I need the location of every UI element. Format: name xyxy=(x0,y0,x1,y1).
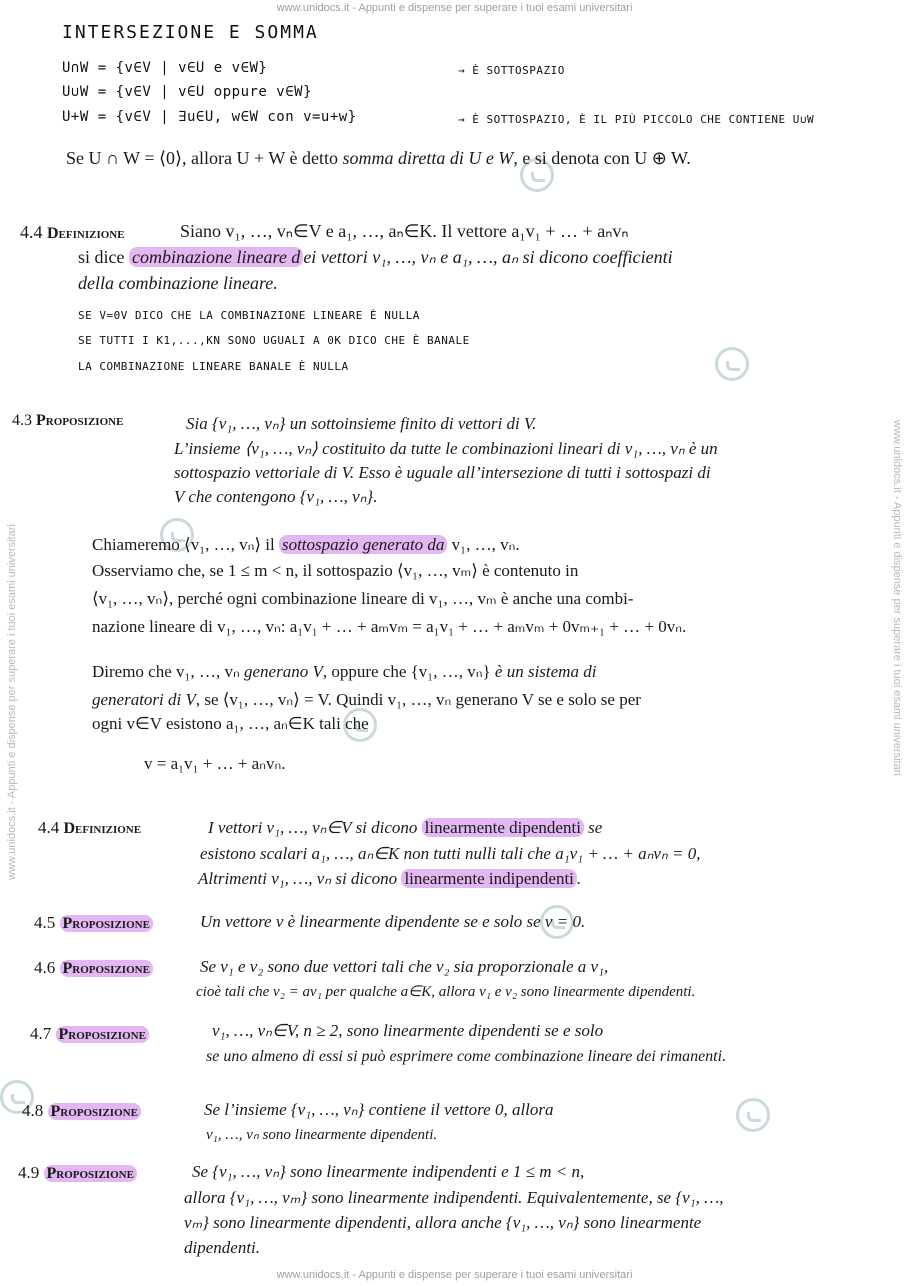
def-4-4-line2: si dice combinazione lineare d ei vettori v₁, …, vₙ e a₁, …, aₙ si dicono coefficienti xyxy=(78,247,673,267)
notes-sum: U+W = {v∈V | ∃u∈U, w∈W con v=u+w} xyxy=(62,109,357,125)
prop-4-7-line1: v₁, …, vₙ∈V, n ≥ 2, sono linearmente dipendenti se e solo xyxy=(212,1021,604,1040)
para-generators-formula: v = a₁v₁ + … + aₙvₙ. xyxy=(144,754,286,773)
prop-4-9-line2: allora {v₁, …, vₘ} sono linearmente indipendenti. Equivalentemente, se {v₁, …, xyxy=(184,1188,724,1207)
notes-intersection-note: → È SOTTOSPAZIO xyxy=(458,64,565,77)
prop-4-3-line1: Sia {v₁, …, vₙ} un sottoinsieme finito di vettori di V. xyxy=(186,414,537,433)
para-generated-line3: ⟨v₁, …, vₙ⟩, perché ogni combinazione lineare di v₁, …, vₘ è anche una combi- xyxy=(92,589,634,608)
prop-4-5-heading: 4.5 Proposizione xyxy=(34,913,153,933)
prop-4-3-line4: V che contengono {v₁, …, vₙ}. xyxy=(174,487,378,506)
def-4-4b-heading: 4.4 Definizione xyxy=(38,818,142,837)
prop-4-6-heading: 4.6 Proposizione xyxy=(34,958,153,978)
unidocs-logo-icon xyxy=(736,1098,770,1132)
para-generators-line3: ogni v∈V esistono a₁, …, aₙ∈K tali che xyxy=(92,714,369,733)
para-generators-line1: Diremo che v₁, …, vₙ generano V, oppure che {v₁, …, vₙ} è un sistema di xyxy=(92,662,597,681)
notes-def-trivial: SE TUTTI I K1,...,KN SONO UGUALI A 0K DICO CHE È BANALE xyxy=(78,334,470,347)
watermark-top: www.unidocs.it - Appunti e dispense per superare i tuoi esami universitari xyxy=(276,2,633,14)
notes-title: INTERSEZIONE E SOMMA xyxy=(62,22,319,43)
prop-4-7-heading: 4.7 Proposizione xyxy=(30,1024,149,1044)
prop-4-3-heading: 4.3 Proposizione xyxy=(12,412,124,429)
prop-4-8-line1: Se l’insieme {v₁, …, vₙ} contiene il vettore 0, allora xyxy=(204,1100,554,1119)
def-4-4-line3: della combinazione lineare. xyxy=(78,273,278,293)
unidocs-logo-icon xyxy=(715,347,749,381)
def-4-4-line1: Siano v₁, …, vₙ∈V e a₁, …, aₙ∈K. Il vettore a₁v₁ + … + aₙvₙ xyxy=(180,221,629,241)
prop-4-9-line1: Se {v₁, …, vₙ} sono linearmente indipendenti e 1 ≤ m < n, xyxy=(192,1162,585,1181)
prop-4-9-heading: 4.9 Proposizione xyxy=(18,1163,137,1183)
prop-4-7-line2: se uno almeno di essi si può esprimere come combinazione lineare dei rimanenti. xyxy=(206,1048,727,1065)
notes-intersection: U∩W = {v∈V | v∈U e v∈W} xyxy=(62,60,268,76)
def-4-4b-line2: esistono scalari a₁, …, aₙ∈K non tutti nulli tali che a₁v₁ + … + aₙvₙ = 0, xyxy=(200,844,701,863)
notes-def-trivial-null: LA COMBINAZIONE LINEARE BANALE È NULLA xyxy=(78,360,349,373)
prop-4-3-line2: L’insieme ⟨v₁, …, vₙ⟩ costituito da tutte le combinazioni lineari di v₁, …, vₙ è un xyxy=(174,439,718,458)
prop-4-5-line1: Un vettore v è linearmente dipendente se e solo se v = 0. xyxy=(200,912,586,931)
watermark-bottom: www.unidocs.it - Appunti e dispense per superare i tuoi esami universitari xyxy=(276,1269,633,1281)
def-4-4b-line3: Altrimenti v₁, …, vₙ si dicono linearmente indipendenti . xyxy=(198,869,582,888)
prop-4-9-line4: dipendenti. xyxy=(184,1238,261,1257)
prop-4-6-line2: cioè tali che v₂ = av₁ per qualche a∈K, allora v₁ e v₂ sono linearmente dipendenti. xyxy=(196,984,696,1000)
def-4-4-heading: 4.4 Definizione xyxy=(20,222,125,242)
para-generated-line1: Chiameremo ⟨v₁, …, vₙ⟩ il sottospazio generato da v₁, …, vₙ. xyxy=(92,535,520,554)
prop-4-8-heading: 4.8 Proposizione xyxy=(22,1101,141,1121)
prop-4-9-line3: vₘ} sono linearmente dipendenti, allora anche {v₁, …, vₙ} sono linearmente xyxy=(184,1213,702,1232)
watermark-left: www.unidocs.it - Appunti e dispense per superare i tuoi esami universitari xyxy=(6,524,18,880)
notes-def-null: SE V=0V DICO CHE LA COMBINAZIONE LINEARE È NULLA xyxy=(78,309,420,322)
prop-4-6-line1: Se v₁ e v₂ sono due vettori tali che v₂ sia proporzionale a v₁, xyxy=(200,957,609,976)
prop-4-8-line2: v₁, …, vₙ sono linearmente dipendenti. xyxy=(206,1127,438,1143)
def-4-4b-line1: I vettori v₁, …, vₙ∈V si dicono linearmente dipendenti se xyxy=(208,818,603,837)
direct-sum-text: Se U ∩ W = ⟨0⟩, allora U + W è detto somma diretta di U e W, e si denota con U ⊕ W. xyxy=(66,148,691,168)
watermark-right: www.unidocs.it - Appunti e dispense per superare i tuoi esami universitari xyxy=(891,420,903,776)
para-generated-line4: nazione lineare di v₁, …, vₙ: a₁v₁ + … + aₘvₘ = a₁v₁ + … + aₘvₘ + 0vₘ₊₁ + … + 0vₙ. xyxy=(92,617,687,636)
notes-sum-note: → È SOTTOSPAZIO, È IL PIÙ PICCOLO CHE CONTIENE U∪W xyxy=(458,113,815,126)
prop-4-3-line3: sottospazio vettoriale di V. Esso è uguale all’intersezione di tutti i sottospazi di xyxy=(174,463,711,482)
notes-union: U∪W = {v∈V | v∈U oppure v∈W} xyxy=(62,84,313,100)
para-generated-line2: Osserviamo che, se 1 ≤ m < n, il sottospazio ⟨v₁, …, vₘ⟩ è contenuto in xyxy=(92,561,579,580)
para-generators-line2: generatori di V, se ⟨v₁, …, vₙ⟩ = V. Quindi v₁, …, vₙ generano V se e solo se per xyxy=(92,690,641,709)
